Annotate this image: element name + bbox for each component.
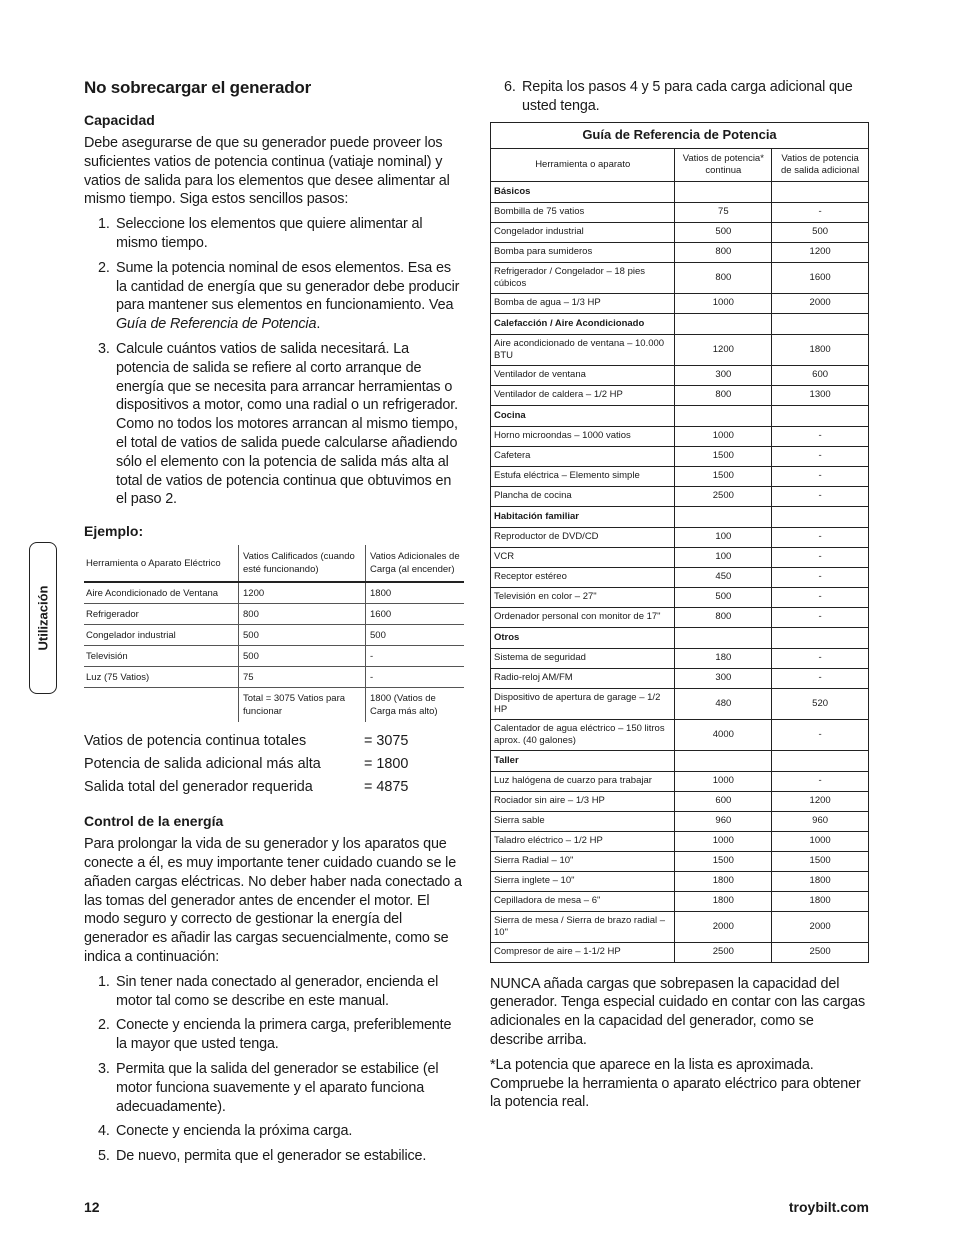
reference-item-value: -	[772, 719, 869, 750]
example-cell: 1600	[366, 604, 465, 625]
reference-item-value: 1200	[772, 791, 869, 811]
reference-row	[491, 719, 869, 750]
example-row	[84, 604, 464, 625]
reference-item-value: -	[772, 648, 869, 668]
example-cell: Refrigerador	[84, 604, 239, 625]
reference-item-value: 500	[772, 222, 869, 242]
totals-row	[84, 753, 464, 776]
example-cell: 500	[239, 625, 366, 646]
reference-row	[491, 202, 869, 222]
example-row	[84, 646, 464, 667]
reference-empty-cell	[675, 313, 772, 334]
step-number: 2.	[98, 259, 110, 276]
reference-category-row	[491, 750, 869, 771]
warning-text: NUNCA añada cargas que sobrepasen la capacidad del generador. Tenga especial cuidado en contar con las cargas adicionales en la capacidad del generador, como se describe arriba.	[490, 975, 866, 1048]
reference-title-row	[491, 122, 869, 148]
step-text: Calcule cuántos vatios de salida necesitará. La potencia de salida se refiere al corto arranque de energía que se necesita para arrancar herramientas o dispositivos a motor, como una radial o un refrigerador. Como no todos los motores arrancan al mismo tiempo, el total de vatios de salida puede calcularse añadiendo sólo el elemento con la potencia de salida más alta al total de vatios de potencia continua que obtuvimos en el paso 2.	[116, 340, 458, 508]
reference-row	[491, 688, 869, 719]
example-total-cell	[84, 688, 239, 723]
reference-item-value: -	[772, 446, 869, 466]
reference-empty-cell	[675, 405, 772, 426]
reference-empty-cell	[675, 627, 772, 648]
reference-item-value: 1200	[675, 334, 772, 365]
reference-category: Otros	[491, 627, 675, 648]
reference-item-value: 2000	[675, 911, 772, 942]
reference-item-value: 4000	[675, 719, 772, 750]
reference-item-name: Dispositivo de apertura de garage – 1/2 HP	[491, 688, 675, 719]
totals-value: = 3075	[364, 733, 409, 750]
reference-category: Taller	[491, 750, 675, 771]
reference-item-value: 1800	[772, 891, 869, 911]
example-cell: 500	[239, 646, 366, 667]
reference-row	[491, 365, 869, 385]
reference-empty-cell	[772, 181, 869, 202]
reference-item-value: -	[772, 668, 869, 688]
example-total-cell: 1800 (Vatios de Carga más alto)	[366, 688, 465, 723]
reference-header-row	[491, 148, 869, 181]
reference-item-name: Bomba para sumideros	[491, 242, 675, 262]
reference-item-name: Ventilador de caldera – 1/2 HP	[491, 385, 675, 405]
reference-item-value: 1500	[675, 851, 772, 871]
reference-item-name: Rociador sin aire – 1/3 HP	[491, 791, 675, 811]
reference-empty-cell	[772, 405, 869, 426]
section-tab-label: Utilización	[35, 585, 51, 651]
step-text: Sin tener nada conectado al generador, encienda el motor tal como se describe en este manual.	[116, 973, 439, 1009]
reference-item-value: 2000	[772, 293, 869, 313]
reference-empty-cell	[772, 506, 869, 527]
energy-heading: Control de la energía	[84, 813, 224, 830]
reference-item-value: 1000	[675, 831, 772, 851]
reference-row	[491, 466, 869, 486]
reference-item-value: 1500	[675, 446, 772, 466]
reference-empty-cell	[772, 313, 869, 334]
reference-item-value: 180	[675, 648, 772, 668]
reference-item-name: VCR	[491, 547, 675, 567]
example-header-cell: Vatios Calificados (cuando esté funcionando)	[239, 545, 366, 582]
step-number: 4.	[98, 1123, 110, 1140]
reference-item-value: -	[772, 202, 869, 222]
step-number: 1.	[98, 973, 110, 990]
example-table	[84, 545, 464, 722]
example-total-cell: Total = 3075 Vatios para funcionar	[239, 688, 366, 723]
left-column	[84, 78, 464, 1172]
reference-item-name: Cepilladora de mesa – 6"	[491, 891, 675, 911]
reference-item-value: 2500	[675, 486, 772, 506]
reference-header-cell: Vatios de potencia de salida adicional	[772, 148, 869, 181]
energy-step	[84, 973, 464, 1011]
reference-item-name: Receptor estéreo	[491, 567, 675, 587]
example-cell: Televisión	[84, 646, 239, 667]
reference-item-value: 1800	[675, 891, 772, 911]
reference-row	[491, 771, 869, 791]
reference-item-name: Taladro eléctrico – 1/2 HP	[491, 831, 675, 851]
page-number: 12	[84, 1199, 100, 1215]
reference-item-value: 300	[675, 668, 772, 688]
capacity-step	[84, 215, 464, 253]
example-cell: Luz (75 Vatios)	[84, 667, 239, 688]
reference-item-name: Sierra inglete – 10"	[491, 871, 675, 891]
reference-row	[491, 871, 869, 891]
reference-empty-cell	[675, 750, 772, 771]
reference-row	[491, 668, 869, 688]
example-heading: Ejemplo:	[84, 523, 144, 540]
reference-item-name: Sierra Radial – 10"	[491, 851, 675, 871]
step-text: Repita los pasos 4 y 5 para cada carga adicional que usted tenga.	[522, 79, 853, 114]
step-number: 5.	[98, 1148, 110, 1165]
step-number: 2.	[98, 1017, 110, 1034]
reference-item-name: Ordenador personal con monitor de 17"	[491, 607, 675, 627]
reference-item-name: Radio-reloj AM/FM	[491, 668, 675, 688]
reference-row	[491, 242, 869, 262]
step-number: 6.	[504, 79, 516, 95]
reference-item-value: 1200	[772, 242, 869, 262]
energy-step	[84, 1122, 464, 1141]
reference-item-name: Refrigerador / Congelador – 18 pies cúbicos	[491, 262, 675, 293]
reference-item-value: 2000	[772, 911, 869, 942]
reference-header-cell: Vatios de potencia* continua	[675, 148, 772, 181]
reference-item-name: Congelador industrial	[491, 222, 675, 242]
reference-item-value: 500	[675, 587, 772, 607]
reference-item-value: -	[772, 486, 869, 506]
reference-item-name: Luz halógena de cuarzo para trabajar	[491, 771, 675, 791]
example-cell: 500	[366, 625, 465, 646]
footnote-text: *La potencia que aparece en la lista es aproximada. Compruebe la herramienta o aparato eléctrico para obtener la potencia real.	[490, 1056, 861, 1111]
reference-item-value: -	[772, 547, 869, 567]
reference-item-name: Ventilador de ventana	[491, 365, 675, 385]
energy-step	[84, 1147, 464, 1166]
capacity-step	[84, 340, 464, 509]
reference-item-value: 800	[675, 242, 772, 262]
step-text-end: .	[316, 316, 321, 333]
section-title: No sobrecargar el generador	[84, 78, 312, 97]
step-text: Permita que la salida del generador se estabilice (el motor funciona suavemente y el aparato funciona adecuadamente).	[116, 1060, 439, 1115]
right-column	[490, 78, 870, 1118]
example-cell: -	[366, 646, 465, 667]
example-cell: Congelador industrial	[84, 625, 239, 646]
reference-header-cell: Herramienta o aparato	[491, 148, 675, 181]
reference-item-value: -	[772, 567, 869, 587]
reference-item-value: 800	[675, 607, 772, 627]
reference-item-value: 300	[675, 365, 772, 385]
reference-row	[491, 334, 869, 365]
reference-row	[491, 547, 869, 567]
section-tab	[29, 542, 57, 694]
reference-item-name: Reproductor de DVD/CD	[491, 527, 675, 547]
reference-item-value: -	[772, 426, 869, 446]
step-number: 3.	[98, 340, 110, 357]
reference-category-row	[491, 313, 869, 334]
reference-row	[491, 426, 869, 446]
reference-item-value: 1000	[675, 426, 772, 446]
reference-empty-cell	[772, 750, 869, 771]
reference-item-value: -	[772, 607, 869, 627]
reference-item-value: 500	[675, 222, 772, 242]
reference-row	[491, 831, 869, 851]
reference-category: Calefacción / Aire Acondicionado	[491, 313, 675, 334]
reference-item-value: 1500	[772, 851, 869, 871]
reference-item-value: 100	[675, 547, 772, 567]
totals-value: = 4875	[364, 779, 409, 796]
reference-item-value: 480	[675, 688, 772, 719]
reference-item-value: 600	[772, 365, 869, 385]
example-row	[84, 625, 464, 646]
reference-empty-cell	[675, 506, 772, 527]
totals-row	[84, 730, 464, 753]
energy-steps-continued	[490, 78, 870, 116]
reference-row	[491, 911, 869, 942]
reference-item-value: -	[772, 587, 869, 607]
reference-item-name: Aire acondicionado de ventana – 10.000 BTU	[491, 334, 675, 365]
reference-row	[491, 527, 869, 547]
reference-row	[491, 293, 869, 313]
example-total-row	[84, 688, 464, 723]
reference-item-name: Calentador de agua eléctrico – 150 litros aprox. (40 galones)	[491, 719, 675, 750]
reference-category: Básicos	[491, 181, 675, 202]
example-rows	[84, 582, 464, 688]
reference-row	[491, 446, 869, 466]
reference-category-row	[491, 405, 869, 426]
example-cell: 75	[239, 667, 366, 688]
example-row	[84, 582, 464, 604]
example-cell: 1800	[366, 582, 465, 604]
reference-row	[491, 891, 869, 911]
step-text: De nuevo, permita que el generador se estabilice.	[116, 1148, 427, 1165]
reference-item-name: Sierra de mesa / Sierra de brazo radial – 10"	[491, 911, 675, 942]
totals-label: Vatios de potencia continua totales	[84, 733, 307, 750]
reference-item-value: -	[772, 771, 869, 791]
reference-title: Guía de Referencia de Potencia	[491, 122, 869, 148]
reference-item-value: 1800	[772, 871, 869, 891]
reference-item-name: Estufa eléctrica – Elemento simple	[491, 466, 675, 486]
website: troybilt.com	[788, 1199, 869, 1215]
reference-row	[491, 262, 869, 293]
reference-item-name: Compresor de aire – 1-1/2 HP	[491, 942, 675, 962]
reference-category-row	[491, 506, 869, 527]
energy-step	[490, 78, 870, 116]
reference-item-value: 520	[772, 688, 869, 719]
reference-empty-cell	[772, 627, 869, 648]
reference-item-name: Bombilla de 75 vatios	[491, 202, 675, 222]
reference-item-name: Televisión en color – 27"	[491, 587, 675, 607]
reference-item-value: 960	[675, 811, 772, 831]
example-header-cell: Herramienta o Aparato Eléctrico	[84, 545, 239, 582]
example-header-row	[84, 545, 464, 582]
reference-item-value: 2500	[675, 942, 772, 962]
totals-label: Salida total del generador requerida	[84, 779, 313, 796]
capacity-step	[84, 259, 464, 334]
totals-summary	[84, 730, 464, 799]
reference-row	[491, 567, 869, 587]
reference-item-name: Plancha de cocina	[491, 486, 675, 506]
reference-item-name: Sierra sable	[491, 811, 675, 831]
example-header-cell: Vatios Adicionales de Carga (al encender)	[366, 545, 465, 582]
example-cell: 1200	[239, 582, 366, 604]
reference-item-value: 1300	[772, 385, 869, 405]
reference-category-row	[491, 627, 869, 648]
reference-row	[491, 791, 869, 811]
reference-row	[491, 851, 869, 871]
energy-steps	[84, 973, 464, 1166]
reference-item-value: 2500	[772, 942, 869, 962]
reference-item-name: Sistema de seguridad	[491, 648, 675, 668]
capacity-heading: Capacidad	[84, 112, 155, 128]
reference-row	[491, 607, 869, 627]
reference-item-value: 450	[675, 567, 772, 587]
reference-item-value: 800	[675, 385, 772, 405]
reference-item-value: 1000	[772, 831, 869, 851]
reference-item-name: Bomba de agua – 1/3 HP	[491, 293, 675, 313]
totals-label: Potencia de salida adicional más alta	[84, 756, 321, 773]
step-text: Seleccione los elementos que quiere alimentar al mismo tiempo.	[116, 216, 423, 251]
example-cell: 800	[239, 604, 366, 625]
example-cell: -	[366, 667, 465, 688]
step-text: Sume la potencia nominal de esos elementos. Esa es la cantidad de energía que su generador debe producir para mantener sus elementos en funcionamiento. Vea	[116, 259, 460, 314]
capacity-intro: Debe asegurarse de que su generador puede proveer los suficientes vatios de potencia continua (vatiaje nominal) y vatios de salida para los elementos que desee alimentar al mismo tiempo. Siga estos sencillos pasos:	[84, 135, 450, 208]
reference-item-value: -	[772, 466, 869, 486]
reference-item-value: 1800	[675, 871, 772, 891]
reference-item-name: Cafetera	[491, 446, 675, 466]
reference-row	[491, 587, 869, 607]
reference-item-value: 1000	[675, 293, 772, 313]
reference-row	[491, 648, 869, 668]
reference-row	[491, 222, 869, 242]
step-text: Conecte y encienda la próxima carga.	[116, 1123, 353, 1140]
example-row	[84, 667, 464, 688]
reference-guide-link: Guía de Referencia de Potencia	[116, 316, 317, 333]
reference-row	[491, 486, 869, 506]
reference-item-value: 75	[675, 202, 772, 222]
step-text: Conecte y encienda la primera carga, preferiblemente la mayor que usted tenga.	[116, 1017, 452, 1053]
totals-row	[84, 776, 464, 799]
reference-item-value: 960	[772, 811, 869, 831]
reference-item-value: 800	[675, 262, 772, 293]
reference-item-value: -	[772, 527, 869, 547]
step-number: 3.	[98, 1060, 110, 1077]
reference-item-value: 600	[675, 791, 772, 811]
energy-step	[84, 1016, 464, 1054]
reference-category: Cocina	[491, 405, 675, 426]
reference-category-row	[491, 181, 869, 202]
reference-item-value: 1800	[772, 334, 869, 365]
reference-item-value: 100	[675, 527, 772, 547]
power-reference-table	[490, 122, 869, 963]
reference-item-value: 1600	[772, 262, 869, 293]
reference-category: Habitación familiar	[491, 506, 675, 527]
energy-step	[84, 1060, 464, 1116]
reference-item-value: 1000	[675, 771, 772, 791]
totals-value: = 1800	[364, 756, 409, 773]
reference-item-value: 1500	[675, 466, 772, 486]
reference-item-name: Horno microondas – 1000 vatios	[491, 426, 675, 446]
reference-row	[491, 385, 869, 405]
reference-row	[491, 811, 869, 831]
energy-intro: Para prolongar la vida de su generador y los aparatos que conecte a él, es muy importante tener cuidado cuando se le añaden cargas eléctricas. No deber haber nada conectado a las tomas del generador antes de encender el motor. El modo seguro y correcto de gestionar la energía del generador es añadir las cargas secuencialmente, como se indica a continuación:	[84, 836, 462, 965]
reference-row	[491, 942, 869, 962]
example-cell: Aire Acondicionado de Ventana	[84, 582, 239, 604]
capacity-steps	[84, 215, 464, 509]
reference-empty-cell	[675, 181, 772, 202]
step-number: 1.	[98, 216, 110, 233]
